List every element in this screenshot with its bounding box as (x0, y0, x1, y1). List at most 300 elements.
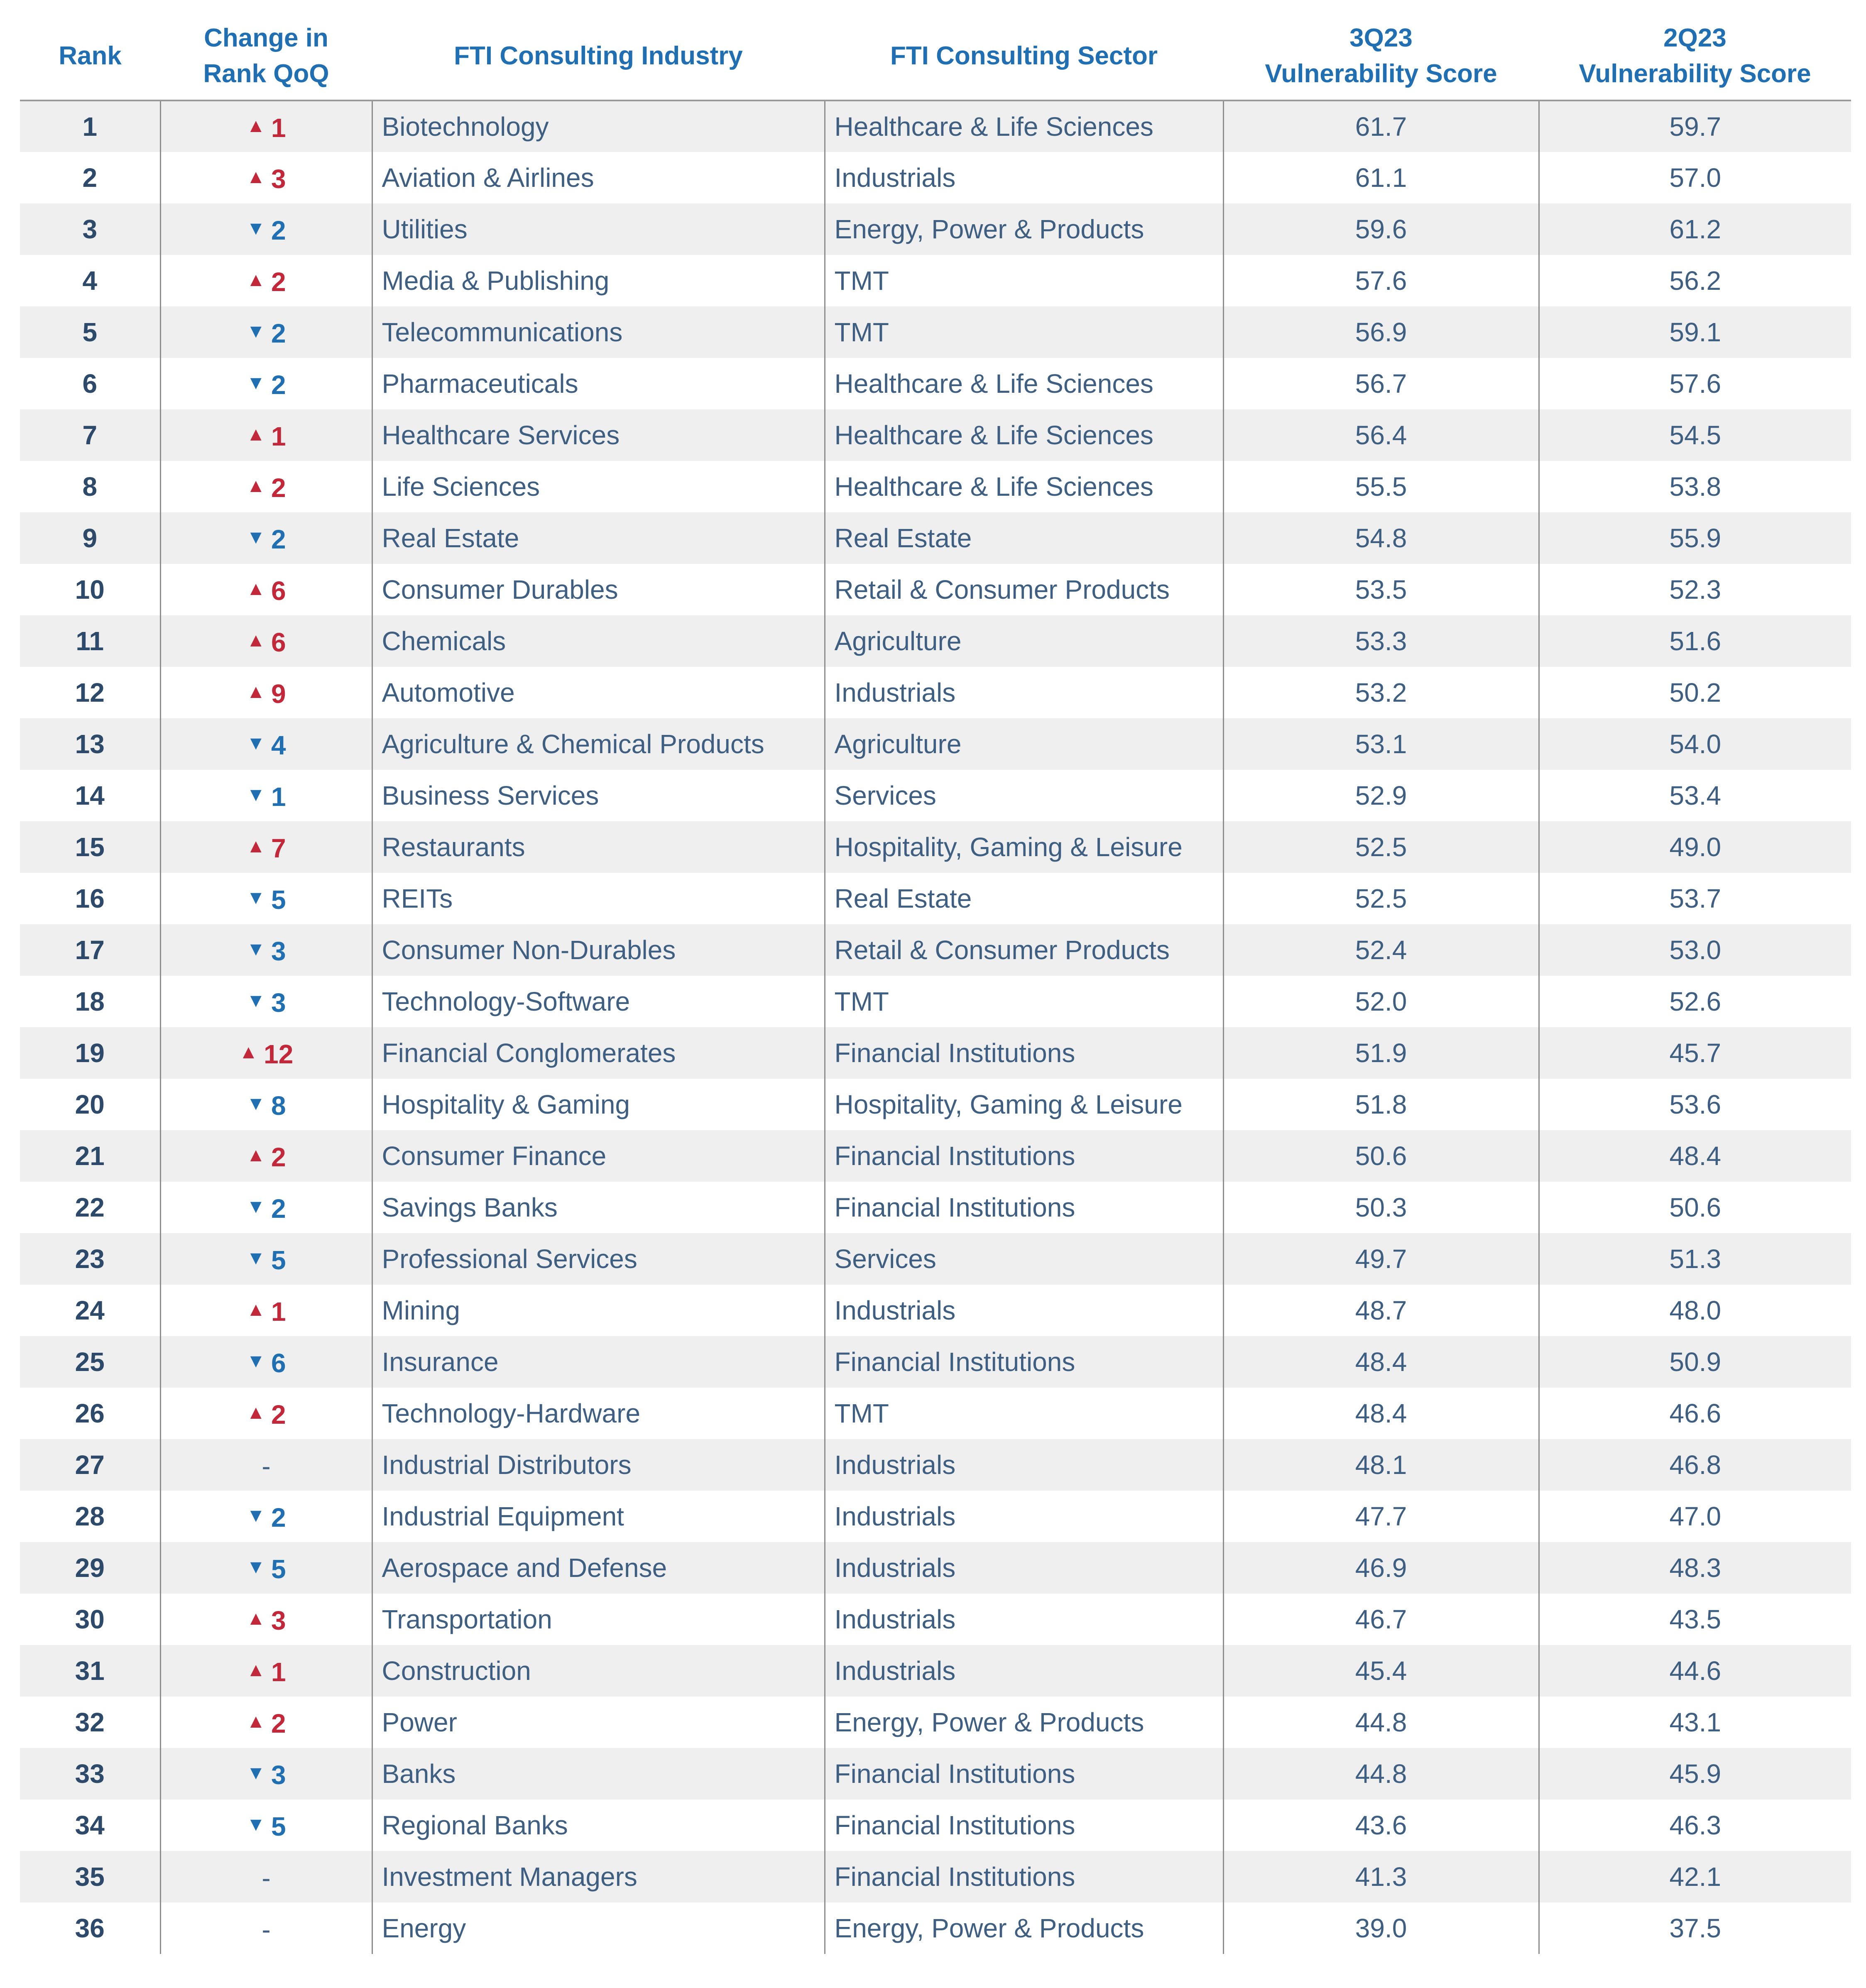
industry-cell: Construction (372, 1645, 825, 1697)
industry-cell: Professional Services (372, 1233, 825, 1285)
score-2q23-cell: 53.7 (1539, 873, 1851, 924)
triangle-down-icon: ▼ (246, 989, 265, 1011)
table-row (20, 152, 1851, 203)
score-3q23-cell: 50.6 (1223, 1130, 1539, 1182)
industry-cell: Savings Banks (372, 1182, 825, 1233)
triangle-up-icon: ▲ (246, 629, 265, 651)
rank-change-value: 2 (271, 473, 286, 503)
table-row (20, 100, 1851, 152)
industry-cell: Telecommunications (372, 306, 825, 358)
sector-cell: Healthcare & Life Sciences (825, 100, 1223, 152)
rank-change-cell (160, 1645, 372, 1697)
industry-cell: Real Estate (372, 512, 825, 564)
score-3q23-cell: 55.5 (1223, 461, 1539, 512)
score-2q23-cell: 50.9 (1539, 1336, 1851, 1388)
rank-change-cell (160, 100, 372, 152)
score-3q23-cell: 52.4 (1223, 924, 1539, 976)
industry-cell: Transportation (372, 1594, 825, 1645)
triangle-down-icon: ▼ (246, 886, 265, 908)
header-sector: FTI Consulting Sector (825, 12, 1223, 100)
triangle-up-icon: ▲ (246, 423, 265, 445)
industry-cell: Pharmaceuticals (372, 358, 825, 409)
score-2q23-cell: 48.0 (1539, 1285, 1851, 1336)
table-row (20, 512, 1851, 564)
rank-cell: 32 (75, 1707, 105, 1737)
rank-cell: 1 (20, 100, 160, 152)
rank-change-cell (160, 821, 372, 873)
rank-cell: 34 (75, 1810, 105, 1840)
sector-cell: Services (825, 770, 1223, 821)
industry-cell: Restaurants (372, 821, 825, 873)
rank-change-value: 5 (271, 1811, 286, 1841)
score-2q23-cell: 53.0 (1539, 924, 1851, 976)
rank-change-value: 1 (271, 1296, 286, 1327)
triangle-up-icon: ▲ (246, 1658, 265, 1680)
rank-cell: 11 (20, 615, 160, 667)
rank-change-cell (160, 1336, 372, 1388)
rank-cell: 23 (20, 1233, 160, 1285)
rank-change-cell (160, 1542, 372, 1594)
sector-cell: Financial Institutions (825, 1130, 1223, 1182)
triangle-down-icon: ▼ (246, 1813, 265, 1835)
rank-change-cell (160, 512, 372, 564)
rank-change-cell (160, 1388, 372, 1439)
rank-cell: 5 (20, 306, 160, 358)
table-row (20, 1182, 1851, 1233)
table-row (20, 1594, 1851, 1645)
rank-cell: 4 (82, 266, 98, 296)
rank-change-value: 2 (271, 370, 286, 400)
table-row (20, 718, 1851, 770)
rank-cell: 15 (20, 821, 160, 873)
rank-change-value: 5 (271, 1245, 286, 1275)
table-row (20, 976, 1851, 1027)
rank-cell: 12 (75, 678, 105, 708)
score-2q23-cell: 50.2 (1539, 667, 1851, 718)
sector-cell: Industrials (825, 152, 1223, 203)
score-3q23-cell: 56.7 (1223, 358, 1539, 409)
industry-cell: Chemicals (372, 615, 825, 667)
industry-cell: Hospitality & Gaming (372, 1079, 825, 1130)
score-2q23-cell: 47.0 (1539, 1491, 1851, 1542)
rank-cell: 10 (75, 575, 105, 605)
score-3q23-cell: 54.8 (1223, 512, 1539, 564)
header-rank: Rank (20, 12, 160, 100)
table-row (20, 564, 1851, 615)
triangle-down-icon: ▼ (246, 1504, 265, 1526)
score-3q23-cell: 44.8 (1223, 1697, 1539, 1748)
industry-cell: Media & Publishing (372, 255, 825, 306)
rank-cell: 28 (75, 1501, 105, 1531)
industry-cell: Power (372, 1697, 825, 1748)
rank-change-cell (160, 1594, 372, 1645)
header-row (20, 12, 1851, 100)
triangle-up-icon: ▲ (239, 1041, 258, 1063)
rank-cell: 17 (20, 924, 160, 976)
rank-change-cell (160, 1748, 372, 1799)
rank-change-value: 2 (271, 267, 286, 297)
score-2q23-cell: 51.3 (1539, 1233, 1851, 1285)
rank-change-cell (160, 306, 372, 358)
score-3q23-cell: 56.9 (1223, 306, 1539, 358)
rank-change-value: 6 (271, 575, 286, 606)
score-2q23-cell: 55.9 (1539, 512, 1851, 564)
score-3q23-cell: 52.5 (1223, 821, 1539, 873)
score-2q23-cell: 45.9 (1539, 1748, 1851, 1799)
score-2q23-cell: 46.6 (1539, 1388, 1851, 1439)
rank-cell: 29 (20, 1542, 160, 1594)
sector-cell: Industrials (825, 1439, 1223, 1491)
rank-change-cell (160, 1491, 372, 1542)
table-row (20, 1233, 1851, 1285)
score-2q23-cell: 43.1 (1539, 1697, 1851, 1748)
rank-cell: 26 (75, 1398, 105, 1428)
industry-cell: Automotive (372, 667, 825, 718)
score-2q23-cell: 54.0 (1539, 718, 1851, 770)
sector-cell: Financial Institutions (825, 1336, 1223, 1388)
rank-cell: 27 (20, 1439, 160, 1491)
rank-change-value: 7 (271, 833, 286, 863)
rank-cell: 31 (20, 1645, 160, 1697)
triangle-up-icon: ▲ (246, 1710, 265, 1732)
table-row (20, 255, 1851, 306)
table-row (20, 1285, 1851, 1336)
score-2q23-cell: 53.6 (1539, 1079, 1851, 1130)
score-2q23-cell: 52.3 (1539, 564, 1851, 615)
industry-cell: Business Services (372, 770, 825, 821)
rank-change-cell (160, 1697, 372, 1748)
score-2q23-cell: 57.0 (1539, 152, 1851, 203)
triangle-down-icon: ▼ (246, 217, 265, 239)
score-3q23-cell: 52.0 (1223, 976, 1539, 1027)
score-3q23-cell: 53.3 (1223, 615, 1539, 667)
triangle-up-icon: ▲ (246, 474, 265, 496)
sector-cell: Healthcare & Life Sciences (825, 409, 1223, 461)
table-row (20, 1697, 1851, 1748)
rank-cell: 35 (20, 1851, 160, 1902)
rank-change-cell (160, 409, 372, 461)
score-2q23-cell: 48.3 (1539, 1542, 1851, 1594)
table-row (20, 615, 1851, 667)
table-row (20, 1336, 1851, 1388)
sector-cell: Industrials (825, 1542, 1223, 1594)
score-3q23-cell: 43.6 (1223, 1799, 1539, 1851)
sector-cell: TMT (825, 306, 1223, 358)
rank-change-cell (160, 203, 372, 255)
rank-change-value: 2 (271, 1399, 286, 1430)
score-3q23-cell: 39.0 (1223, 1902, 1539, 1954)
sector-cell: Energy, Power & Products (825, 1697, 1223, 1748)
sector-cell: TMT (825, 255, 1223, 306)
sector-cell: Energy, Power & Products (825, 203, 1223, 255)
score-3q23-cell: 46.7 (1223, 1594, 1539, 1645)
sector-cell: Financial Institutions (825, 1851, 1223, 1902)
triangle-down-icon: ▼ (246, 1555, 265, 1577)
rank-change-cell (160, 1233, 372, 1285)
rank-change-value: - (262, 1451, 271, 1481)
industry-cell: Banks (372, 1748, 825, 1799)
rank-change-value: - (262, 1863, 271, 1893)
industry-cell: Technology-Hardware (372, 1388, 825, 1439)
score-3q23-cell: 51.9 (1223, 1027, 1539, 1079)
sector-cell: Financial Institutions (825, 1027, 1223, 1079)
score-3q23-cell: 52.5 (1223, 873, 1539, 924)
industry-cell: Agriculture & Chemical Products (372, 718, 825, 770)
score-3q23-cell: 48.1 (1223, 1439, 1539, 1491)
score-3q23-cell: 61.7 (1223, 100, 1539, 152)
score-2q23-cell: 56.2 (1539, 255, 1851, 306)
industry-cell: Energy (372, 1902, 825, 1954)
rank-change-value: 1 (271, 421, 286, 451)
sector-cell: Real Estate (825, 512, 1223, 564)
industry-cell: Regional Banks (372, 1799, 825, 1851)
score-3q23-cell: 47.7 (1223, 1491, 1539, 1542)
rank-change-value: 3 (271, 1605, 286, 1635)
rank-change-value: 6 (271, 1348, 286, 1378)
rank-cell: 7 (20, 409, 160, 461)
triangle-down-icon: ▼ (246, 1195, 265, 1217)
industry-cell: Technology-Software (372, 976, 825, 1027)
score-2q23-cell: 43.5 (1539, 1594, 1851, 1645)
sector-cell: Agriculture (825, 718, 1223, 770)
table-row (20, 1851, 1851, 1902)
sector-cell: TMT (825, 1388, 1223, 1439)
rank-change-value: 2 (271, 1502, 286, 1533)
rank-change-value: 1 (271, 113, 286, 143)
triangle-down-icon: ▼ (246, 783, 265, 805)
rank-cell: 22 (75, 1192, 105, 1222)
score-2q23-cell: 46.8 (1539, 1439, 1851, 1491)
rank-change-cell (160, 1851, 372, 1902)
rank-cell: 20 (75, 1089, 105, 1119)
score-3q23-cell: 53.1 (1223, 718, 1539, 770)
score-2q23-cell: 48.4 (1539, 1130, 1851, 1182)
industry-cell: Consumer Non-Durables (372, 924, 825, 976)
table-row (20, 1388, 1851, 1439)
industry-cell: Mining (372, 1285, 825, 1336)
triangle-up-icon: ▲ (246, 680, 265, 702)
header-3q23-score: 3Q23 Vulnerability Score (1223, 12, 1539, 100)
triangle-up-icon: ▲ (246, 1298, 265, 1320)
rank-cell: 2 (82, 163, 98, 193)
table-row (20, 1079, 1851, 1130)
score-3q23-cell: 53.5 (1223, 564, 1539, 615)
triangle-down-icon: ▼ (246, 1246, 265, 1268)
score-2q23-cell: 37.5 (1539, 1902, 1851, 1954)
industry-cell: Industrial Equipment (372, 1491, 825, 1542)
header-change-in-rank: Change in Rank QoQ (160, 12, 372, 100)
score-2q23-cell: 57.6 (1539, 358, 1851, 409)
table-row (20, 358, 1851, 409)
triangle-up-icon: ▲ (246, 268, 265, 290)
rank-cell: 8 (82, 472, 98, 502)
sector-cell: TMT (825, 976, 1223, 1027)
rank-change-value: 2 (271, 215, 286, 245)
industry-cell: Utilities (372, 203, 825, 255)
rank-change-cell (160, 770, 372, 821)
rank-change-value: 2 (271, 1142, 286, 1172)
table-row (20, 409, 1851, 461)
rank-change-value: 2 (271, 318, 286, 348)
triangle-down-icon: ▼ (246, 938, 265, 960)
score-2q23-cell: 52.6 (1539, 976, 1851, 1027)
score-3q23-cell: 56.4 (1223, 409, 1539, 461)
rank-change-value: 4 (271, 730, 286, 760)
industry-cell: Investment Managers (372, 1851, 825, 1902)
score-2q23-cell: 50.6 (1539, 1182, 1851, 1233)
table-row (20, 1491, 1851, 1542)
score-3q23-cell: 61.1 (1223, 152, 1539, 203)
rank-change-value: 1 (271, 1657, 286, 1687)
rank-change-cell (160, 1902, 372, 1954)
sector-cell: Retail & Consumer Products (825, 924, 1223, 976)
rank-change-cell (160, 615, 372, 667)
score-3q23-cell: 49.7 (1223, 1233, 1539, 1285)
rank-change-cell (160, 976, 372, 1027)
score-3q23-cell: 45.4 (1223, 1645, 1539, 1697)
score-2q23-cell: 51.6 (1539, 615, 1851, 667)
industry-cell: Life Sciences (372, 461, 825, 512)
table-row (20, 306, 1851, 358)
rank-change-value: 5 (271, 884, 286, 915)
rank-change-value: 3 (271, 164, 286, 194)
score-2q23-cell: 49.0 (1539, 821, 1851, 873)
sector-cell: Real Estate (825, 873, 1223, 924)
table-row (20, 1748, 1851, 1799)
sector-cell: Healthcare & Life Sciences (825, 358, 1223, 409)
score-2q23-cell: 42.1 (1539, 1851, 1851, 1902)
table-row (20, 461, 1851, 512)
industry-cell: Healthcare Services (372, 409, 825, 461)
rank-cell: 19 (20, 1027, 160, 1079)
rank-change-cell (160, 1285, 372, 1336)
rank-cell: 21 (20, 1130, 160, 1182)
triangle-up-icon: ▲ (246, 835, 265, 857)
score-3q23-cell: 41.3 (1223, 1851, 1539, 1902)
triangle-down-icon: ▼ (246, 371, 265, 393)
sector-cell: Financial Institutions (825, 1799, 1223, 1851)
industry-cell: Industrial Distributors (372, 1439, 825, 1491)
industry-cell: Financial Conglomerates (372, 1027, 825, 1079)
rank-change-cell (160, 461, 372, 512)
rank-change-value: 6 (271, 627, 286, 657)
rank-change-cell (160, 1439, 372, 1491)
industry-cell: Insurance (372, 1336, 825, 1388)
rank-cell: 30 (75, 1604, 105, 1634)
triangle-down-icon: ▼ (246, 732, 265, 754)
score-2q23-cell: 44.6 (1539, 1645, 1851, 1697)
score-3q23-cell: 57.6 (1223, 255, 1539, 306)
sector-cell: Hospitality, Gaming & Leisure (825, 821, 1223, 873)
table-row (20, 770, 1851, 821)
sector-cell: Industrials (825, 667, 1223, 718)
triangle-up-icon: ▲ (246, 114, 265, 136)
rank-cell: 9 (20, 512, 160, 564)
rank-cell: 16 (75, 884, 105, 913)
score-3q23-cell: 48.4 (1223, 1336, 1539, 1388)
triangle-down-icon: ▼ (246, 526, 265, 548)
score-3q23-cell: 50.3 (1223, 1182, 1539, 1233)
rank-cell: 14 (75, 781, 105, 810)
rank-cell: 25 (20, 1336, 160, 1388)
table-body (20, 100, 1851, 1954)
triangle-up-icon: ▲ (246, 1607, 265, 1629)
rank-change-cell (160, 564, 372, 615)
rank-change-value: 1 (271, 781, 286, 812)
triangle-up-icon: ▲ (246, 1143, 265, 1165)
rank-cell: 13 (20, 718, 160, 770)
industry-cell: Aviation & Airlines (372, 152, 825, 203)
sector-cell: Hospitality, Gaming & Leisure (825, 1079, 1223, 1130)
triangle-up-icon: ▲ (246, 577, 265, 599)
rank-change-cell (160, 667, 372, 718)
rank-cell: 33 (20, 1748, 160, 1799)
table-row (20, 1902, 1851, 1954)
sector-cell: Industrials (825, 1285, 1223, 1336)
rank-change-cell (160, 358, 372, 409)
header-2q23-score: 2Q23 Vulnerability Score (1539, 12, 1851, 100)
sector-cell: Financial Institutions (825, 1182, 1223, 1233)
industry-cell: Consumer Finance (372, 1130, 825, 1182)
sector-cell: Industrials (825, 1594, 1223, 1645)
rank-change-value: - (262, 1914, 271, 1944)
industry-cell: REITs (372, 873, 825, 924)
rank-change-cell (160, 1799, 372, 1851)
table-row (20, 1439, 1851, 1491)
vulnerability-ranking-table (20, 12, 1851, 1954)
rank-cell: 18 (75, 987, 105, 1016)
table-row (20, 1130, 1851, 1182)
sector-cell: Retail & Consumer Products (825, 564, 1223, 615)
triangle-down-icon: ▼ (246, 1092, 265, 1114)
rank-change-value: 2 (271, 1193, 286, 1224)
score-3q23-cell: 51.8 (1223, 1079, 1539, 1130)
triangle-down-icon: ▼ (246, 320, 265, 342)
sector-cell: Healthcare & Life Sciences (825, 461, 1223, 512)
table-row (20, 821, 1851, 873)
score-2q23-cell: 53.8 (1539, 461, 1851, 512)
score-2q23-cell: 59.1 (1539, 306, 1851, 358)
rank-change-value: 3 (271, 987, 286, 1018)
score-2q23-cell: 46.3 (1539, 1799, 1851, 1851)
score-2q23-cell: 53.4 (1539, 770, 1851, 821)
rank-change-value: 8 (271, 1090, 286, 1121)
table-row (20, 924, 1851, 976)
triangle-up-icon: ▲ (246, 1401, 265, 1423)
table-row (20, 203, 1851, 255)
rank-change-value: 2 (271, 524, 286, 554)
rank-change-value: 12 (264, 1039, 294, 1069)
score-3q23-cell: 53.2 (1223, 667, 1539, 718)
sector-cell: Industrials (825, 1491, 1223, 1542)
score-2q23-cell: 45.7 (1539, 1027, 1851, 1079)
industry-cell: Consumer Durables (372, 564, 825, 615)
table-row (20, 1027, 1851, 1079)
table-row (20, 667, 1851, 718)
score-2q23-cell: 61.2 (1539, 203, 1851, 255)
rank-cell: 36 (75, 1913, 105, 1943)
table-row (20, 1542, 1851, 1594)
score-2q23-cell: 54.5 (1539, 409, 1851, 461)
rank-change-cell (160, 924, 372, 976)
sector-cell: Industrials (825, 1645, 1223, 1697)
score-3q23-cell: 44.8 (1223, 1748, 1539, 1799)
rank-change-cell (160, 873, 372, 924)
table-row (20, 1799, 1851, 1851)
sector-cell: Energy, Power & Products (825, 1902, 1223, 1954)
industry-cell: Biotechnology (372, 100, 825, 152)
sector-cell: Services (825, 1233, 1223, 1285)
